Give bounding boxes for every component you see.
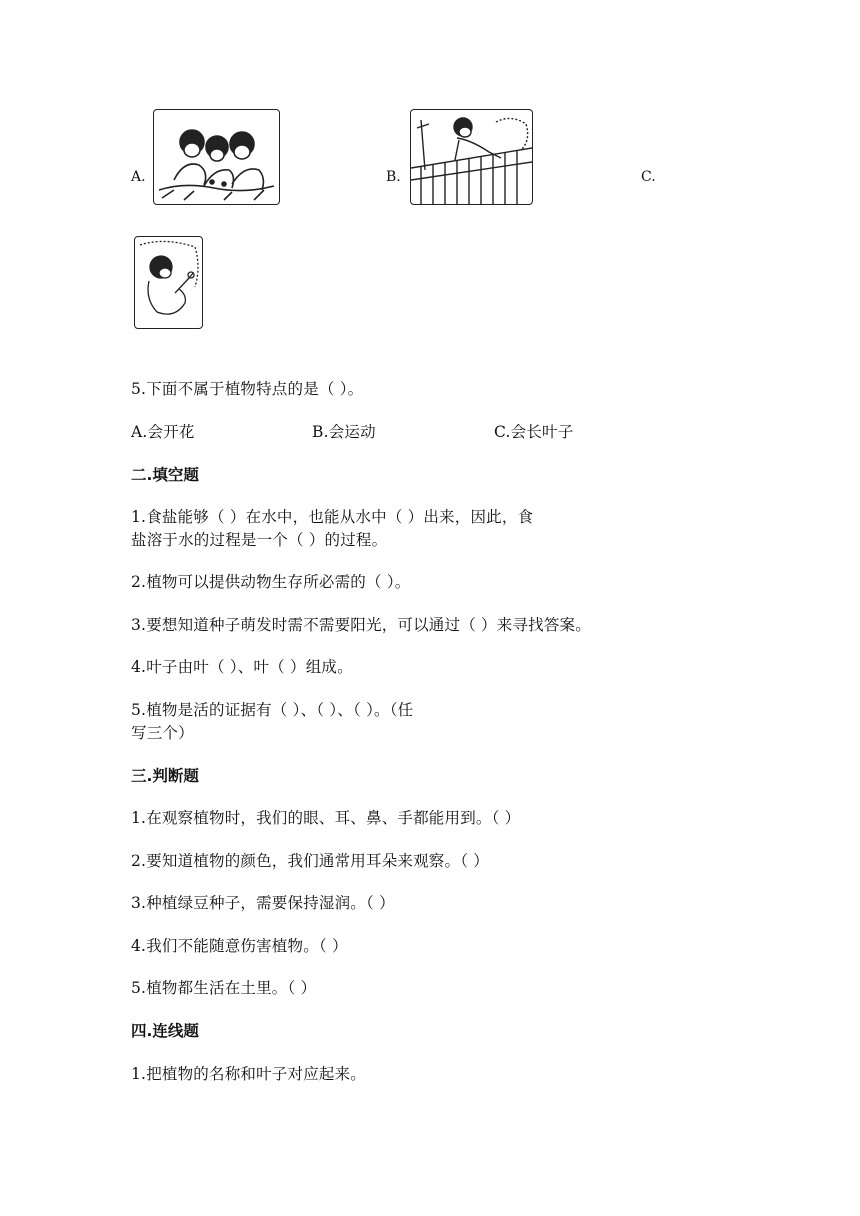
judge-q2: 2.要知道植物的颜色，我们通常用耳朵来观察。（ ） (131, 852, 489, 870)
option-b-image (410, 109, 533, 205)
question-5-option-c: C.会长叶子 (494, 423, 574, 441)
question-5-option-a: A.会开花 (131, 423, 195, 441)
fill-q5-line2: 写三个） (131, 724, 194, 742)
match-q1: 1.把植物的名称和叶子对应起来。 (131, 1065, 366, 1083)
judge-q3: 3.种植绿豆种子，需要保持湿润。（ ） (131, 894, 395, 912)
section-3-title: 三.判断题 (131, 767, 199, 785)
judge-q4: 4.我们不能随意伤害植物。（ ） (131, 937, 348, 955)
option-b-label: B. (386, 169, 401, 185)
fill-q2: 2.植物可以提供动物生存所必需的（ ）。 (131, 573, 411, 591)
question-5-stem: 5.下面不属于植物特点的是（ ）。 (131, 380, 364, 398)
judge-q1: 1.在观察植物时，我们的眼、耳、鼻、手都能用到。（ ） (131, 809, 521, 827)
judge-q5: 5.植物都生活在土里。（ ） (131, 979, 317, 997)
section-4-title: 四.连线题 (131, 1022, 199, 1040)
option-a-label: A. (131, 169, 146, 185)
girl-at-fence-illustration (411, 110, 532, 204)
section-2-title: 二.填空题 (131, 466, 199, 484)
fill-q1-line2: 盐溶于水的过程是一个（ ）的过程。 (131, 531, 388, 549)
fill-q5-line1: 5.植物是活的证据有（ ）、（ ）、（ ）。（任 (131, 701, 414, 719)
question-5-option-b: B.会运动 (312, 423, 376, 441)
child-smelling-flower-illustration (135, 237, 202, 328)
children-observing-illustration (154, 110, 279, 204)
option-c-label: C. (641, 169, 656, 185)
fill-q3: 3.要想知道种子萌发时需不需要阳光，可以通过（ ）来寻找答案。 (131, 616, 591, 634)
option-a-image (153, 109, 280, 205)
fill-q4: 4.叶子由叶（ ）、叶（ ）组成。 (131, 658, 353, 676)
option-c-image (134, 236, 203, 329)
fill-q1-line1: 1.食盐能够（ ）在水中，也能从水中（ ）出来，因此，食 (131, 508, 534, 526)
